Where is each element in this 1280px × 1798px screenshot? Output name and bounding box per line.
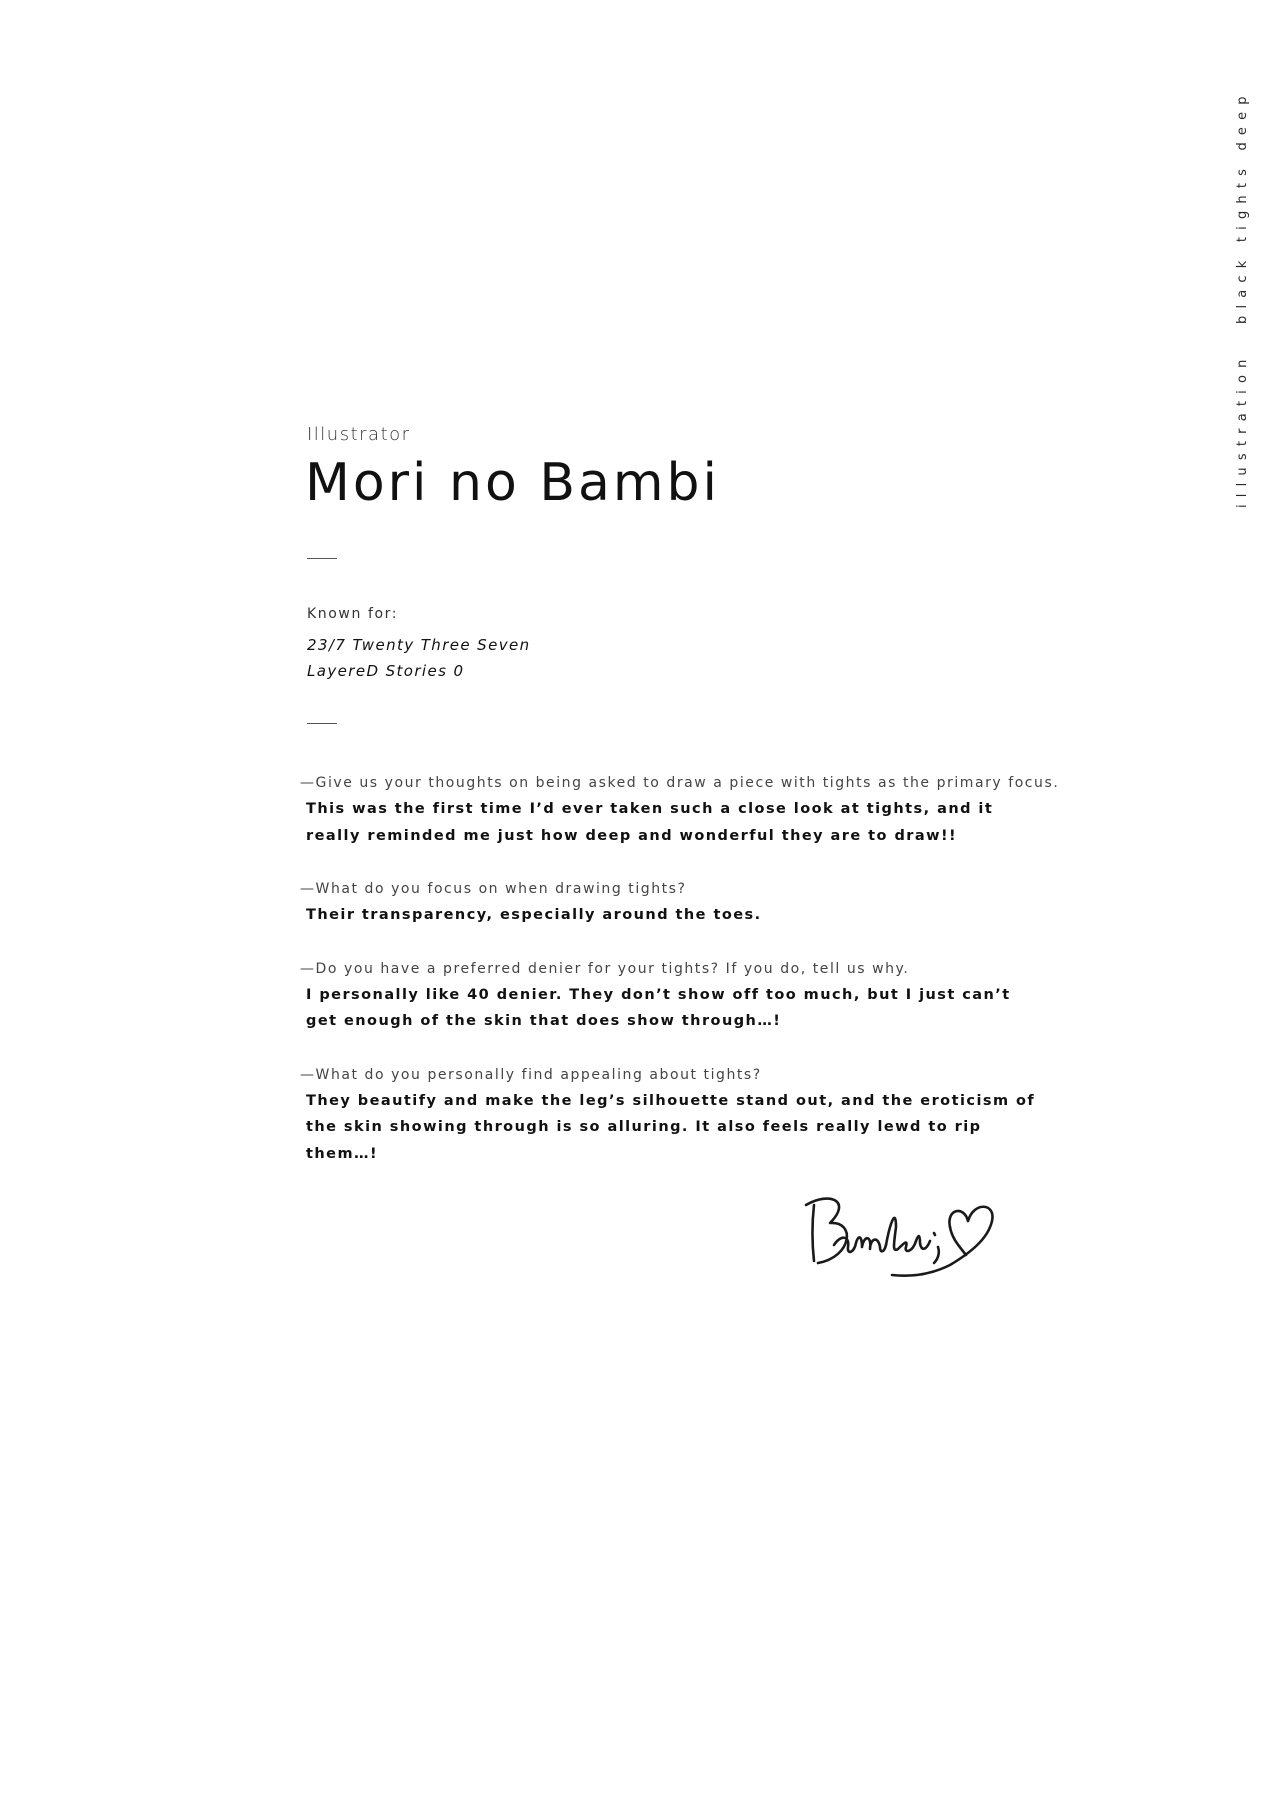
known-for-item: 23/7 Twenty Three Seven	[307, 636, 531, 654]
qa-block	[300, 956, 1060, 1035]
known-for-list	[307, 632, 531, 684]
side-label-black-tights-deep: black tights deep	[1235, 89, 1250, 325]
interview-answer: I personally like 40 denier. They don’t show off too much, but I just can’t get enough of the skin that does show through…!	[306, 986, 1011, 1029]
handwritten-signature	[800, 1183, 1010, 1283]
signature-stroke	[934, 1233, 935, 1235]
side-label-illustration: illustration	[1235, 352, 1250, 508]
section-divider	[307, 723, 337, 724]
interview-question: —What do you focus on when drawing tights?	[300, 881, 687, 897]
interview-section	[300, 770, 1060, 1194]
vertical-section-label	[1235, 89, 1250, 508]
section-divider	[307, 558, 337, 559]
signature-stroke	[813, 1205, 815, 1261]
interview-answer: They beautify and make the leg’s silhouette stand out, and the eroticism of the skin showing through is so alluring. It also feels really lewd to rip them…!	[306, 1092, 1036, 1162]
signature-stroke	[886, 1218, 916, 1251]
signature-heart-stroke	[892, 1207, 992, 1276]
signature-stroke	[950, 1227, 966, 1255]
known-for-label: Known for:	[307, 606, 399, 622]
known-for-item: LayereD Stories 0	[307, 662, 465, 680]
qa-block	[300, 770, 1060, 849]
interview-question: —Give us your thoughts on being asked to draw a piece with tights as the primary focus.	[300, 775, 1060, 791]
interview-question: —What do you personally find appealing about tights?	[300, 1066, 762, 1083]
profile-role: Illustrator	[307, 424, 411, 445]
signature-stroke	[934, 1247, 939, 1263]
qa-block	[300, 1062, 1060, 1168]
interview-answer: Their transparency, especially around the toes.	[306, 907, 762, 923]
qa-block	[300, 876, 1060, 929]
interview-question: —Do you have a preferred denier for your tights? If you do, tell us why.	[300, 960, 910, 977]
signature-stroke	[916, 1236, 930, 1249]
profile-name: Mori no Bambi	[305, 453, 720, 513]
interview-answer: This was the first time I’d ever taken such a close look at tights, and it really reminded me just how deep and wonderful they are to draw!!	[306, 801, 994, 844]
